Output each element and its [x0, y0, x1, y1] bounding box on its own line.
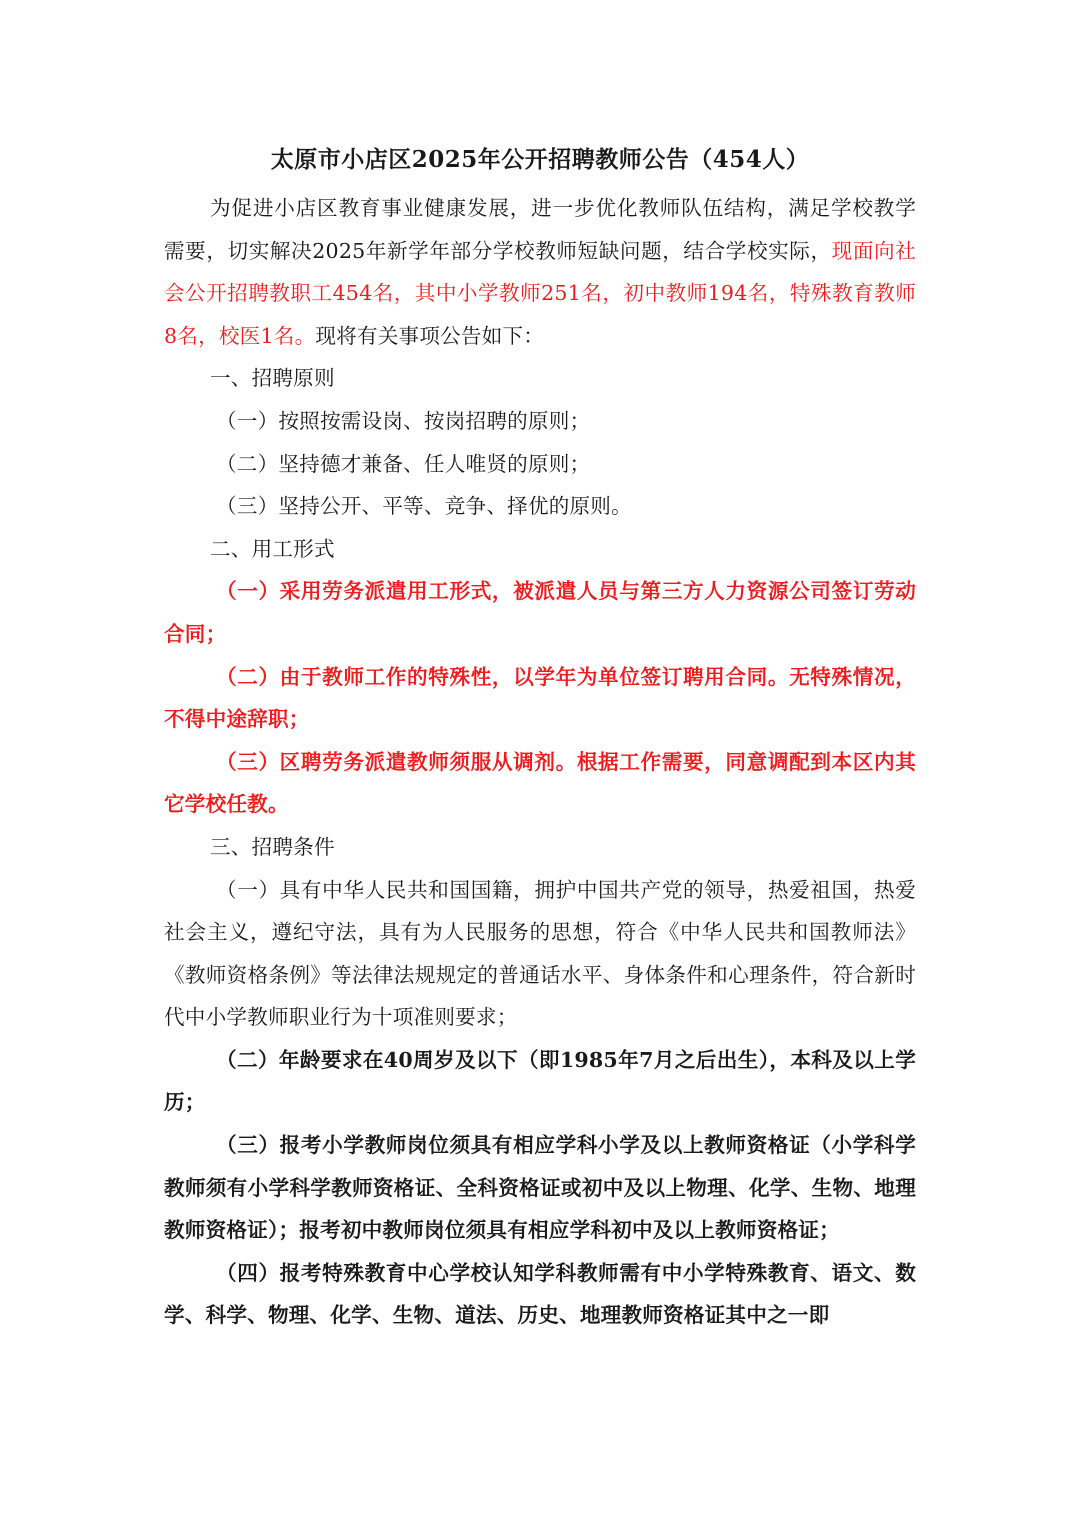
- employment-item: （二）由于教师工作的特殊性，以学年为单位签订聘用合同。无特殊情况，不得中途辞职；: [164, 664, 916, 732]
- condition-item: （一）具有中华人民共和国国籍，拥护中国共产党的领导，热爱祖国，热爱社会主义，遵纪守法，具有为人民服务的思想，符合《中华人民共和国教师法》《教师资格条例》等法律法规规定的普通话水平、身体条件和心理条件，符合新时代中小学教师职业行为十项准则要求；: [164, 877, 916, 1030]
- document-title: 太原市小店区2025年公开招聘教师公告（454人）: [270, 146, 810, 173]
- condition-item: （四）报考特殊教育中心学校认知学科教师需有中小学特殊教育、语文、数学、科学、物理、化学、生物、道法、历史、地理教师资格证其中之一即: [164, 1260, 916, 1328]
- section-heading-employment: 二、用工形式: [210, 536, 335, 561]
- intro-highlight: 现面向社会公开招聘教职工454名，其中小学教师251名，初中教师194名，特殊教育教师8名，校医1名。: [164, 238, 916, 348]
- section-heading-principles: 一、招聘原则: [210, 366, 335, 391]
- section-heading-conditions: 三、招聘条件: [210, 834, 335, 859]
- employment-item: （三）区聘劳务派遣教师须服从调剂。根据工作需要，同意调配到本区内其它学校任教。: [164, 749, 916, 817]
- principle-item: （二）坚持德才兼备、任人唯贤的原则；: [216, 451, 591, 476]
- condition-item: （二）年龄要求在40周岁及以下（即1985年7月之后出生），本科及以上学历；: [164, 1047, 916, 1115]
- document-page: [164, 140, 916, 1337]
- intro-tail: 现将有关事项公告如下：: [315, 323, 545, 348]
- intro-text: 为促进小店区教育事业健康发展，进一步优化教师队伍结构，满足学校教学需要，切实解决2025年新学年部分学校教师短缺问题，结合学校实际，: [164, 196, 916, 263]
- principle-item: （三）坚持公开、平等、竞争、择优的原则。: [216, 494, 632, 519]
- employment-item: （一）采用劳务派遣用工形式，被派遣人员与第三方人力资源公司签订劳动合同；: [164, 579, 916, 646]
- principle-item: （一）按照按需设岗、按岗招聘的原则；: [216, 408, 591, 433]
- condition-item: （三）报考小学教师岗位须具有相应学科小学及以上教师资格证（小学科学教师须有小学科学教师资格证、全科资格证或初中及以上物理、化学、生物、地理教师资格证）；报考初中教师岗位须具有相应学科初中及以上教师资格证；: [164, 1133, 916, 1243]
- intro-paragraph: [164, 187, 916, 357]
